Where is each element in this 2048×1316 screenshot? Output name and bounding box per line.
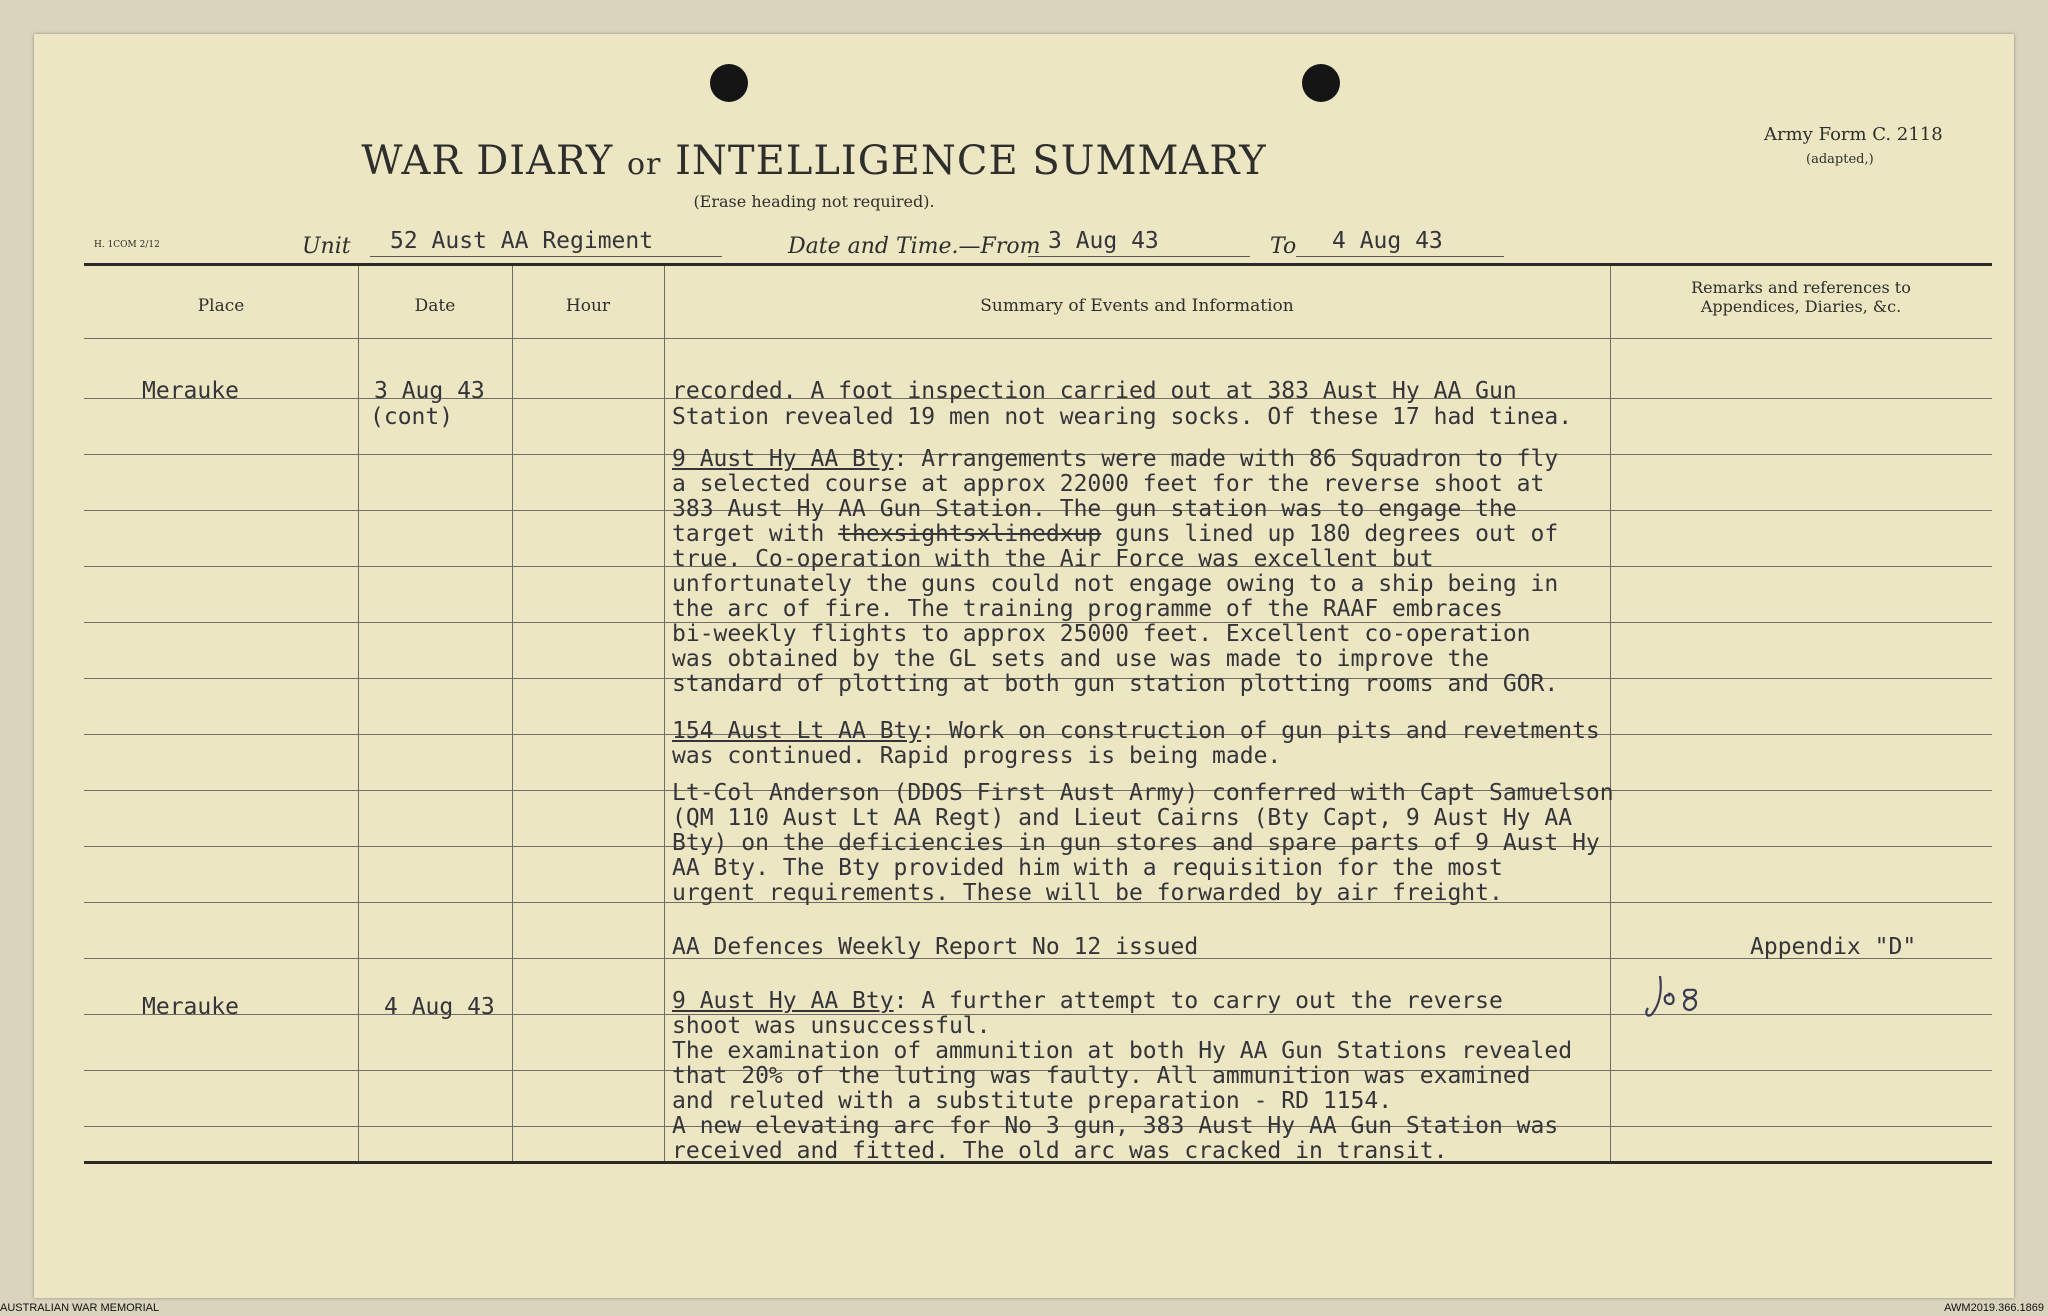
struck-text: thexsightsxlinedxup <box>838 521 1102 547</box>
summary-line: the arc of fire. The training programme of the RAAF embraces <box>672 596 1503 622</box>
summary-line: shoot was unsuccessful. <box>672 1013 991 1039</box>
summary-line: 9 Aust Hy AA Bty: Arrangements were made with 86 Squadron to fly <box>672 446 1559 472</box>
col-header-remarks: Remarks and references to Appendices, Diaries, &c. <box>1691 278 1911 316</box>
date-to-value: 4 Aug 43 <box>1332 228 1443 254</box>
col-header-summary: Summary of Events and Information <box>980 296 1294 316</box>
appendix-remark: Appendix "D" <box>1750 934 1917 960</box>
summary-line: 383 Aust Hy AA Gun Station. The gun station was to engage the <box>672 496 1517 522</box>
summary-line: 9 Aust Hy AA Bty: A further attempt to carry out the reverse <box>672 988 1503 1014</box>
date-to-label: To <box>1270 234 1297 259</box>
summary-line: recorded. A foot inspection carried out at 383 Aust Hy AA Gun <box>672 378 1517 404</box>
army-form-adapted: (adapted,) <box>1806 152 1874 167</box>
summary-line: unfortunately the guns could not engage owing to a ship being in <box>672 571 1559 597</box>
battery-heading: 9 Aust Hy AA Bty <box>672 988 894 1014</box>
form-title: WAR DIARY or INTELLIGENCE SUMMARY <box>361 138 1267 184</box>
place-entry-2: Merauke <box>142 994 239 1020</box>
summary-line: was obtained by the GL sets and use was made to improve the <box>672 646 1489 672</box>
summary-line: AA Defences Weekly Report No 12 issued <box>672 934 1199 960</box>
summary-line: The examination of ammunition at both Hy AA Gun Stations revealed <box>672 1038 1573 1064</box>
summary-line: Station revealed 19 men not wearing socks. Of these 17 had tinea. <box>672 404 1573 430</box>
battery-heading: 9 Aust Hy AA Bty <box>672 446 894 472</box>
handwritten-initials <box>1640 970 1720 1020</box>
summary-line: and reluted with a substitute preparation - RD 1154. <box>672 1088 1393 1114</box>
summary-line: a selected course at approx 22000 feet for the reverse shoot at <box>672 471 1545 497</box>
summary-line: received and fitted. The old arc was cracked in transit. <box>672 1138 1448 1164</box>
diary-sheet <box>34 34 2014 1298</box>
archive-credit: AUSTRALIAN WAR MEMORIAL <box>0 1302 160 1314</box>
summary-line: 154 Aust Lt AA Bty: Work on construction of gun pits and revetments <box>672 718 1600 744</box>
date-entry-2: 4 Aug 43 <box>384 994 495 1020</box>
archive-reference: AWM2019.366.1869 <box>1944 1302 2044 1314</box>
summary-line: bi-weekly flights to approx 25000 feet. Excellent co-operation <box>672 621 1531 647</box>
summary-line: AA Bty. The Bty provided him with a requisition for the most <box>672 855 1503 881</box>
army-form-number: Army Form C. 2118 <box>1764 124 1943 145</box>
date-from-value: 3 Aug 43 <box>1048 228 1159 254</box>
punch-hole-left <box>710 64 748 102</box>
summary-line: Bty) on the deficiencies in gun stores and spare parts of 9 Aust Hy <box>672 830 1600 856</box>
summary-line: that 20% of the luting was faulty. All ammunition was examined <box>672 1063 1531 1089</box>
summary-line: urgent requirements. These will be forwarded by air freight. <box>672 880 1503 906</box>
unit-label: Unit <box>302 234 351 259</box>
summary-line: (QM 110 Aust Lt AA Regt) and Lieut Cairns (Bty Capt, 9 Aust Hy AA <box>672 805 1573 831</box>
date-time-label: Date and Time.—From <box>788 234 1041 259</box>
punch-hole-right <box>1302 64 1340 102</box>
summary-line: A new elevating arc for No 3 gun, 383 Aust Hy AA Gun Station was <box>672 1113 1559 1139</box>
col-header-date: Date <box>414 296 456 316</box>
summary-line: target with thexsightsxlinedxup guns lined up 180 degrees out of <box>672 521 1559 547</box>
form-code: H. 1COM 2/12 <box>94 240 160 250</box>
form-subtitle: (Erase heading not required). <box>693 192 935 211</box>
summary-line: Lt-Col Anderson (DDOS First Aust Army) conferred with Capt Samuelson <box>672 780 1614 806</box>
unit-value: 52 Aust AA Regiment <box>390 228 654 254</box>
summary-line: was continued. Rapid progress is being made. <box>672 743 1282 769</box>
date-entry-1: 3 Aug 43 <box>374 378 485 404</box>
battery-heading: 154 Aust Lt AA Bty <box>672 718 922 744</box>
col-header-hour: Hour <box>565 296 611 316</box>
date-entry-1-cont: (cont) <box>370 404 454 430</box>
summary-line: true. Co-operation with the Air Force was excellent but <box>672 546 1434 572</box>
summary-line: standard of plotting at both gun station plotting rooms and GOR. <box>672 671 1559 697</box>
place-entry-1: Merauke <box>142 378 239 404</box>
col-header-place: Place <box>197 296 245 316</box>
